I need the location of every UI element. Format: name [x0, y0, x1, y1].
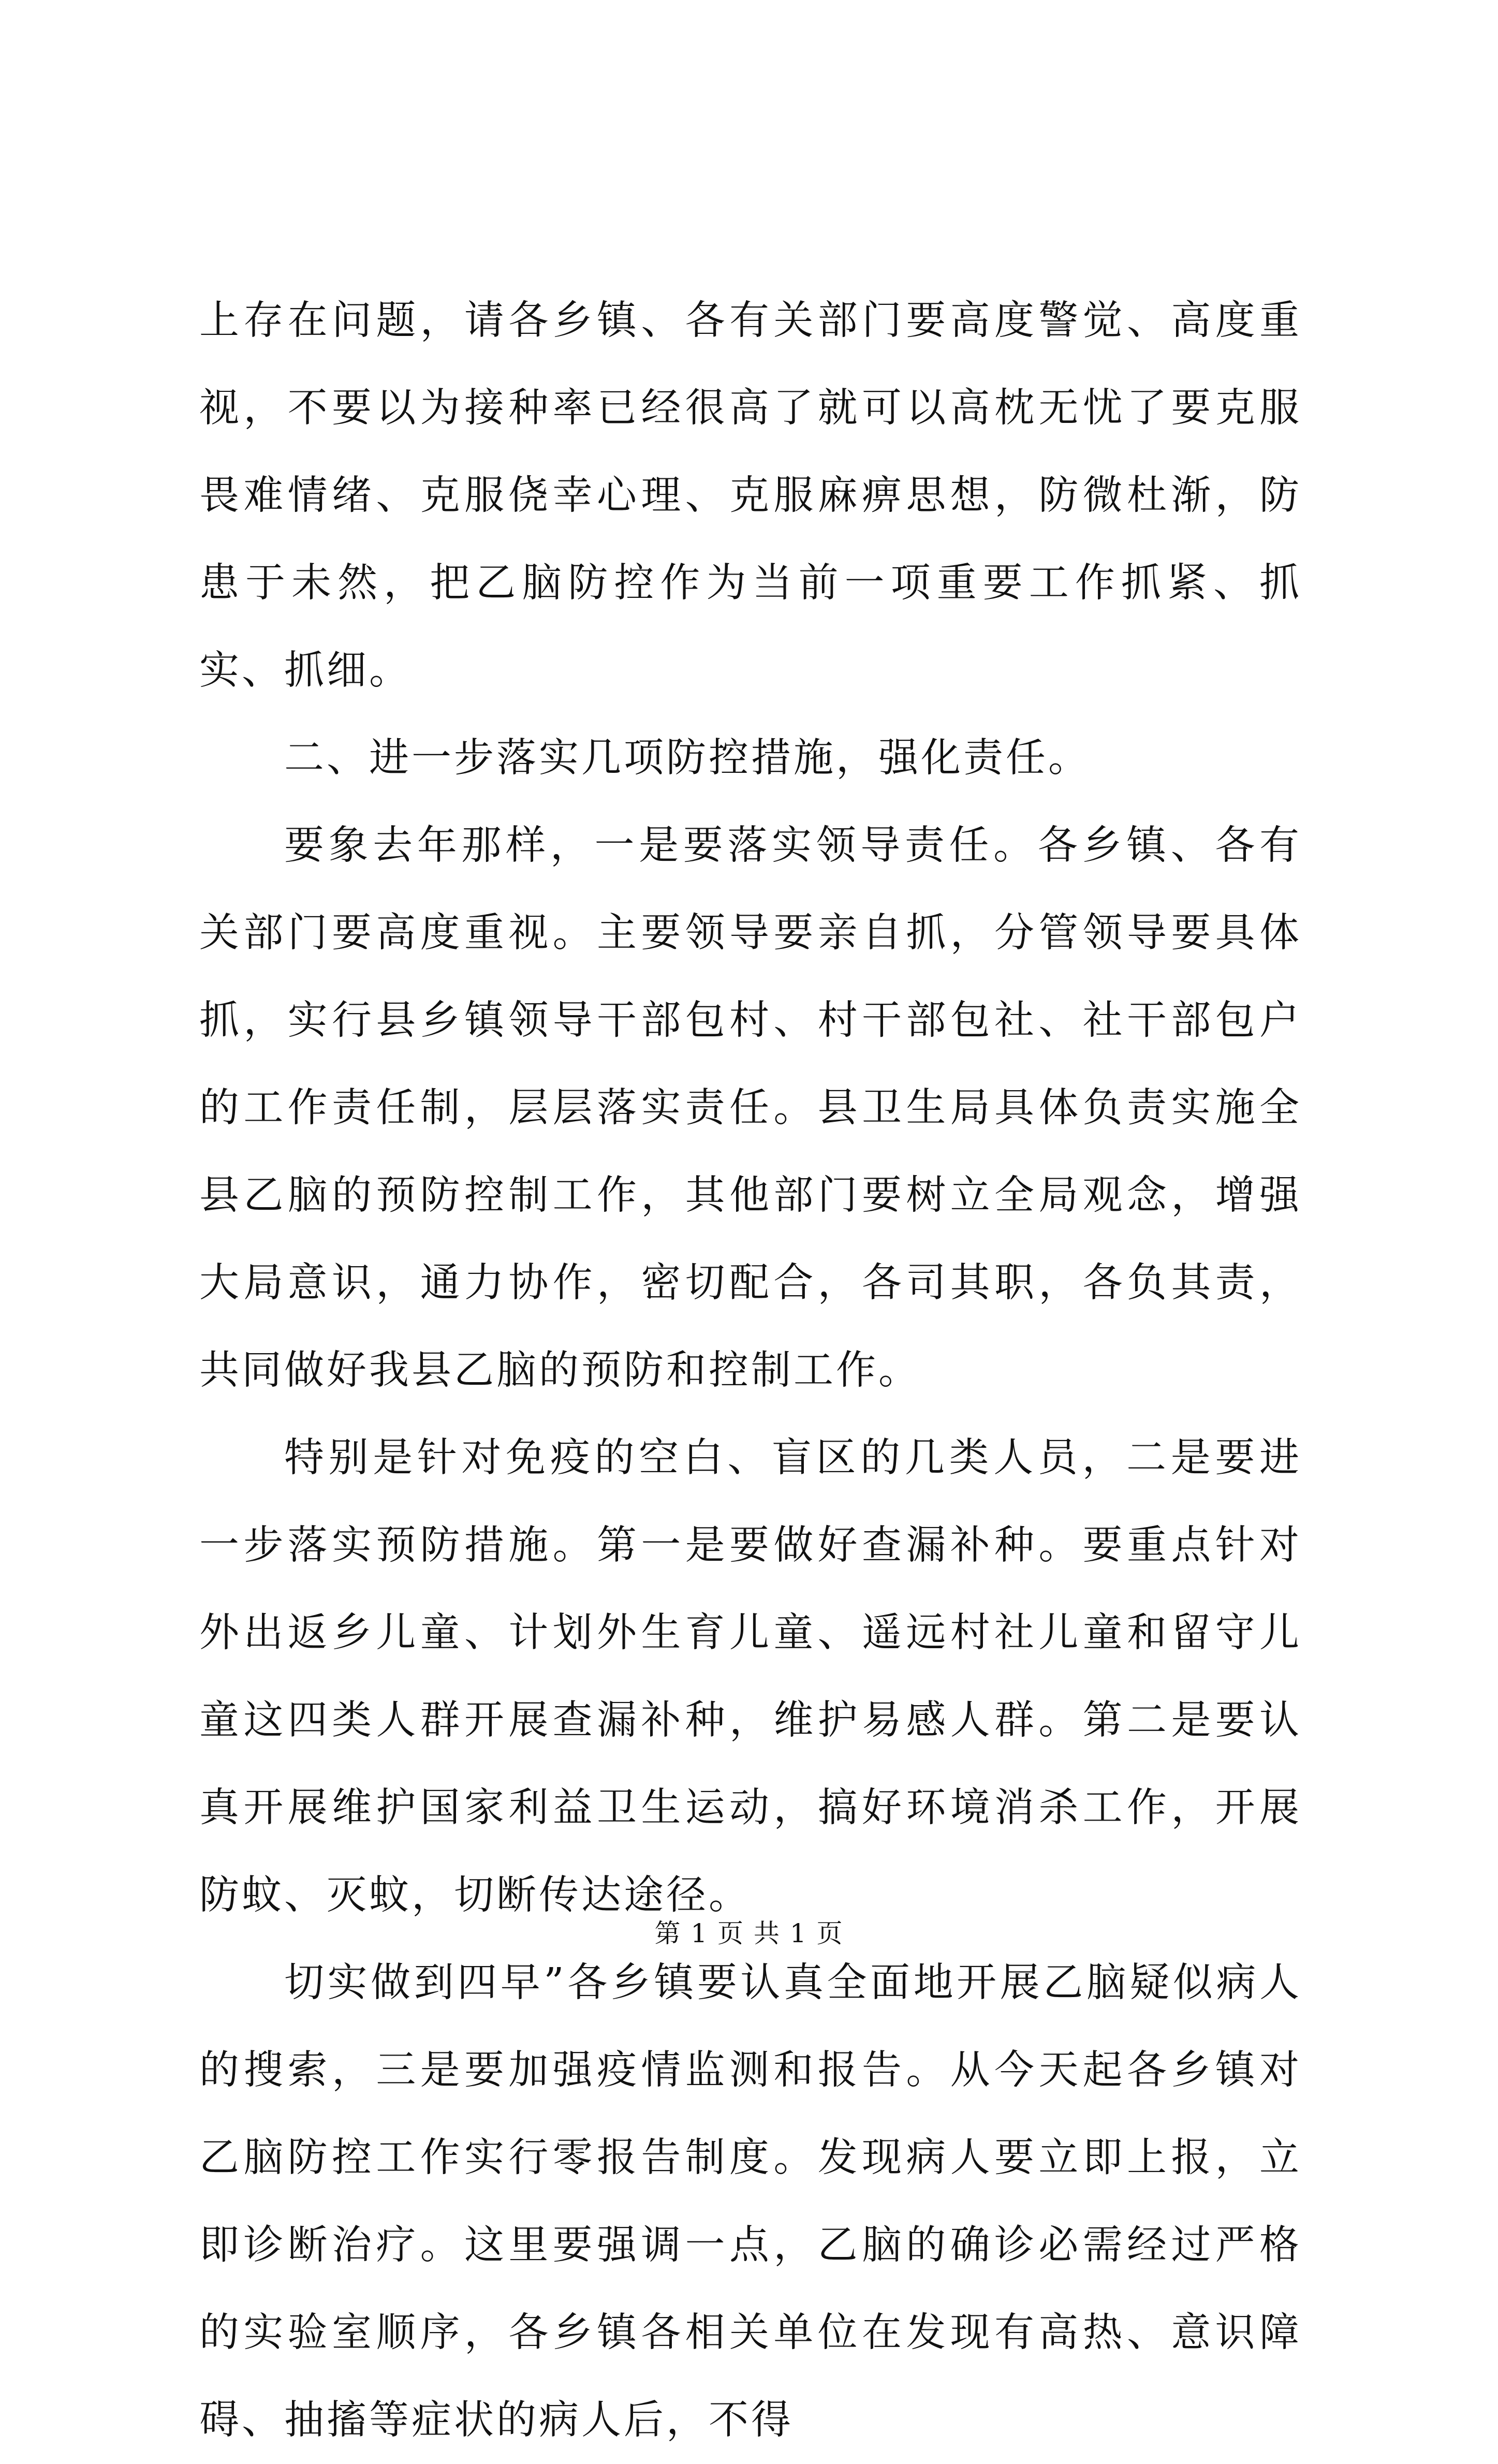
- paragraph-2-heading: 二、进一步落实几项防控措施，强化责任。: [284, 735, 1091, 781]
- page-footer: 第 1 页 共 1 页: [654, 1918, 844, 1948]
- paragraph-4: 特别是针对免疫的空白、盲区的几类人员，二是要进一步落实预防措施。第一是要做好查漏补种。要重点针对外出返乡儿童、计划外生育儿童、遥远村社儿童和留守儿童这四类人群开展查漏补种，维护易感人群。第二是要认真开展维护国家利益卫生运动，搞好环境消杀工作，开展防蚊、灭蚊，切断传达途径。: [199, 1435, 1302, 1918]
- paragraph-1: 上存在问题，请各乡镇、各有关部门要高度警觉、高度重视，不要以为接种率已经很高了就可以高枕无忧了要克服畏难情绪、克服侥幸心理、克服麻痹思想，防微杜渐，防患于未然，把乙脑防控作为当前一项重要工作抓紧、抓实、抓细。: [199, 298, 1302, 694]
- paragraph-3: 要象去年那样，一是要落实领导责任。各乡镇、各有关部门要高度重视。主要领导要亲自抓，分管领导要具体抓，实行县乡镇领导干部包村、村干部包社、社干部包户的工作责任制，层层落实责任。县卫生局具体负责实施全县乙脑的预防控制工作，其他部门要树立全局观念，增强大局意识，通力协作，密切配合，各司其职，各负其责，共同做好我县乙脑的预防和控制工作。: [199, 823, 1302, 1394]
- document-body: [199, 277, 1302, 2464]
- paragraph-5: 切实做到四早”各乡镇要认真全面地开展乙脑疑似病人的搜索，三是要加强疫情监测和报告。从今天起各乡镇对乙脑防控工作实行零报告制度。发现病人要立即上报，立即诊断治疗。这里要强调一点，乙脑的确诊必需经过严格的实验室顺序，各乡镇各相关单位在发现有高热、意识障碍、抽搐等症状的病人后，不得: [199, 1960, 1302, 2443]
